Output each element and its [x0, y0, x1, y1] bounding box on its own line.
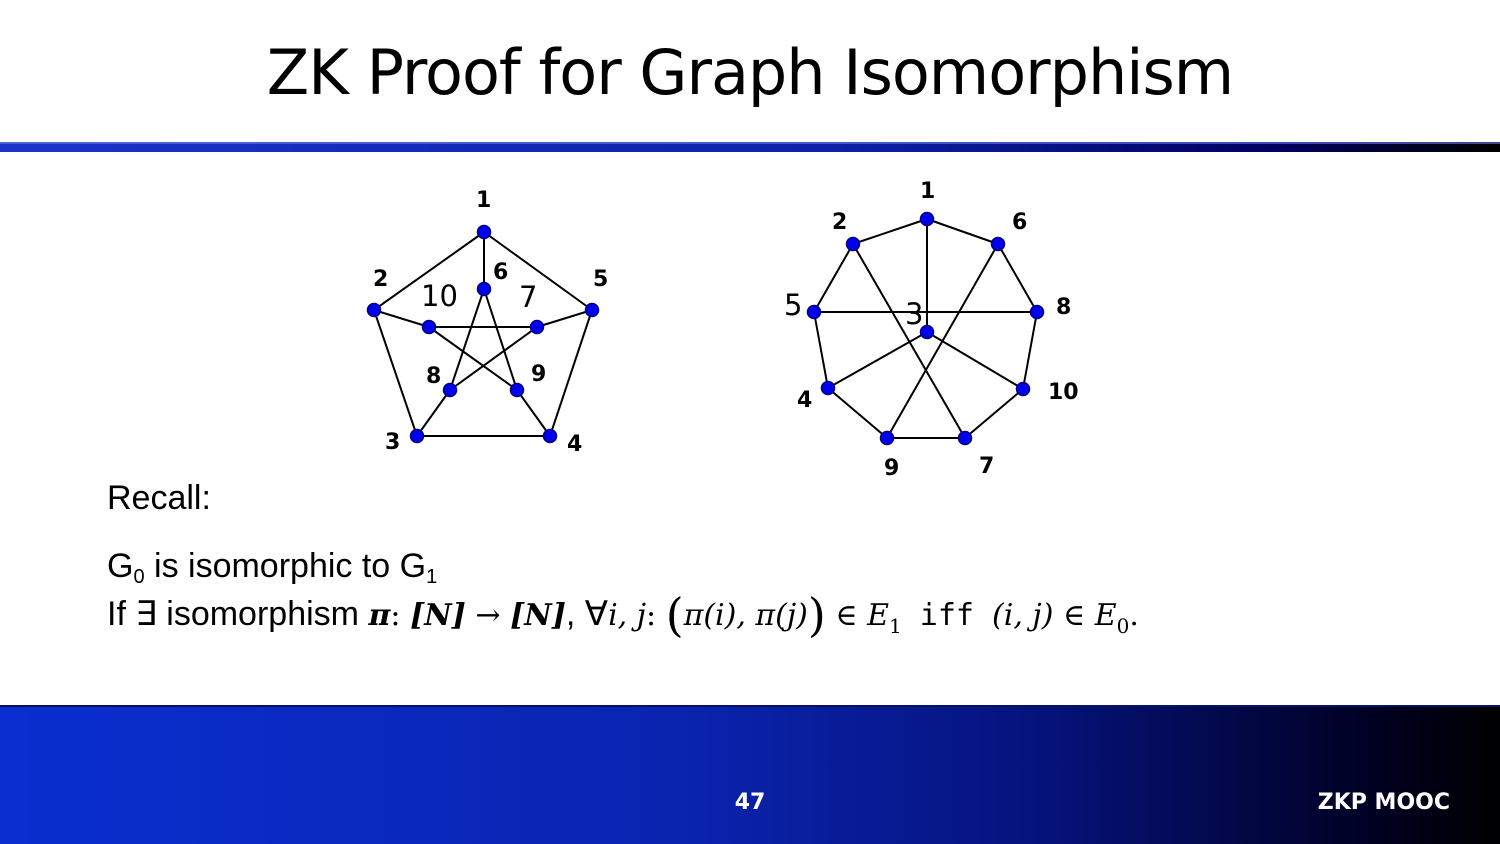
g1-vertex-7 — [959, 432, 972, 445]
forall-text: , ∀ — [565, 595, 609, 633]
g0-label-10: 10 — [421, 279, 458, 313]
g0-vertex-6 — [478, 283, 491, 296]
g1-label-4: 4 — [797, 388, 813, 413]
page-number: 47 — [734, 790, 766, 815]
if-exists-text: If ∃ isomorphism — [107, 595, 369, 633]
left-paren: ( — [665, 588, 684, 642]
g1-edge — [853, 219, 927, 244]
arrow: → — [465, 598, 511, 633]
brand-label: ZKP MOOC — [1317, 790, 1450, 815]
g0-edge — [537, 310, 592, 327]
g0-vertex-10 — [423, 321, 436, 334]
g-subscript-0: 0 — [133, 566, 145, 588]
g1-edge — [927, 219, 998, 244]
g1-edge — [828, 332, 927, 388]
g0-label-4: 4 — [567, 432, 583, 457]
period: . — [1129, 598, 1139, 633]
g1-edge — [998, 244, 1037, 312]
g1-vertex-6 — [992, 238, 1005, 251]
footer-top-line — [0, 705, 1500, 707]
g0-label-8: 8 — [426, 364, 442, 389]
g1-edge — [1023, 312, 1037, 389]
g1-edge — [814, 312, 828, 388]
in-e1: ∈ E — [825, 598, 889, 633]
g0-edge — [374, 310, 417, 436]
isomorphism-definition — [107, 588, 1139, 648]
g1-label-1: 1 — [920, 179, 936, 204]
codomain-set: [N] — [510, 598, 566, 633]
g0-label-5: 5 — [593, 267, 609, 292]
pi-symbol: π — [368, 598, 391, 633]
footer-bar — [0, 705, 1500, 844]
g0-label-2: 2 — [373, 267, 389, 292]
iff-keyword: iff — [901, 598, 993, 633]
g1-label-9: 9 — [884, 456, 900, 481]
pair-ij: (i, j) — [992, 598, 1054, 633]
graph-g1-vertices — [808, 213, 1044, 445]
graph-g0-labels — [373, 188, 608, 457]
g0-label-3: 3 — [385, 430, 401, 455]
g1-vertex-4 — [822, 382, 835, 395]
g0-label-9: 9 — [531, 362, 547, 387]
g1-edge — [965, 389, 1023, 438]
g1-vertex-2 — [847, 238, 860, 251]
g1-label-7: 7 — [979, 454, 995, 479]
g0-edge — [450, 327, 537, 390]
g0-label-7: 7 — [519, 280, 538, 314]
g1-label-6: 6 — [1012, 210, 1028, 235]
g1-vertex-1 — [921, 213, 934, 226]
g0-edge — [517, 390, 550, 436]
e-subscript-0: 0 — [1116, 614, 1130, 638]
g1-vertex-9 — [881, 432, 894, 445]
graph-g0 — [374, 232, 592, 436]
domain-set: [N] — [410, 598, 466, 633]
g1-label-8: 8 — [1056, 295, 1072, 320]
colon-2: : — [646, 598, 666, 633]
slide-title: ZK Proof for Graph Isomorphism — [266, 36, 1234, 109]
g0-vertex-2 — [368, 304, 381, 317]
colon: : — [390, 598, 411, 633]
g1-label-2: 2 — [832, 210, 848, 235]
isomorphic-statement — [107, 546, 437, 597]
g0-vertex-3 — [411, 430, 424, 443]
g1-vertex-5 — [808, 306, 821, 319]
g1-edge — [887, 244, 998, 438]
g0-edge — [484, 289, 517, 390]
g0-vertex-4 — [544, 430, 557, 443]
right-paren: ) — [807, 588, 826, 642]
g0-vertex-5 — [586, 304, 599, 317]
g1-edge — [853, 244, 965, 438]
g1-edge — [814, 244, 853, 312]
g1-label-5: 5 — [784, 288, 803, 322]
g1-label-10: 10 — [1048, 380, 1079, 405]
g1-vertex-10 — [1017, 383, 1030, 396]
g0-edge — [417, 390, 450, 436]
g0-vertex-9 — [511, 384, 524, 397]
g1-vertex-8 — [1031, 306, 1044, 319]
g0-vertex-1 — [478, 226, 491, 239]
g-letter: G — [107, 547, 134, 585]
g0-label-1: 1 — [476, 188, 492, 213]
ij-vars: i, j — [608, 598, 647, 633]
g0-vertex-8 — [444, 384, 457, 397]
g0-label-6: 6 — [493, 260, 509, 285]
recall-heading: Recall: — [107, 479, 211, 517]
g1-label-3: 3 — [905, 297, 924, 331]
pi-pair: π(i), π(j) — [683, 598, 808, 633]
e-subscript-1: 1 — [889, 614, 902, 638]
g1-edge — [927, 332, 1023, 389]
g0-edge — [550, 310, 592, 436]
g0-vertex-7 — [531, 321, 544, 334]
g0-edge — [429, 327, 517, 390]
isomorphic-text: is isomorphic to G — [144, 547, 427, 585]
g1-edge — [828, 388, 887, 438]
g-subscript-1: 1 — [426, 566, 438, 588]
in-e0: ∈ E — [1053, 598, 1117, 633]
